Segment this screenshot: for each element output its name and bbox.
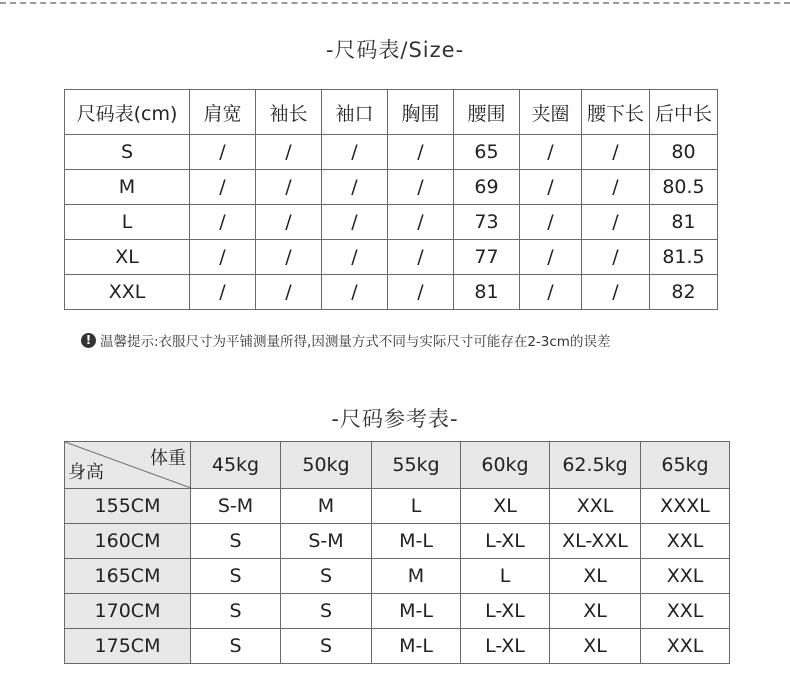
measurement-cell: / (256, 205, 322, 240)
measurement-cell: 65 (454, 135, 520, 170)
measurement-cell: / (190, 240, 256, 275)
weight-header: 45kg (191, 442, 281, 489)
measurement-cell: / (322, 135, 388, 170)
measurement-cell: / (582, 275, 650, 310)
weight-header: 60kg (461, 442, 550, 489)
recommended-size-cell: L (461, 559, 550, 594)
height-label: 175CM (65, 629, 191, 664)
recommended-size-cell: S-M (191, 489, 281, 524)
weight-header: 55kg (372, 442, 461, 489)
column-header: 腰围 (454, 90, 520, 135)
table-row (65, 205, 718, 240)
height-label: 155CM (65, 489, 191, 524)
measurement-cell: / (190, 205, 256, 240)
column-header: 腰下长 (582, 90, 650, 135)
height-label: 160CM (65, 524, 191, 559)
size-label: S (65, 135, 190, 170)
measurement-cell: 81 (454, 275, 520, 310)
recommended-size-cell: XL (550, 629, 641, 664)
recommended-size-cell: S-M (281, 524, 372, 559)
recommended-size-cell: XXXL (641, 489, 730, 524)
measurement-cell: / (256, 275, 322, 310)
recommended-size-cell: M-L (372, 629, 461, 664)
recommended-size-cell: S (281, 629, 372, 664)
height-label: 170CM (65, 594, 191, 629)
recommended-size-cell: XL (461, 489, 550, 524)
recommended-size-cell: S (191, 559, 281, 594)
measurement-cell: / (388, 205, 454, 240)
reference-chart-title: -尺码参考表- (331, 407, 459, 431)
height-weight-corner-cell (65, 442, 191, 489)
measurement-cell: / (388, 170, 454, 205)
measurement-cell: / (582, 240, 650, 275)
recommended-size-cell: XXL (641, 524, 730, 559)
column-header: 尺码表(cm) (65, 90, 190, 135)
measurement-cell: / (582, 135, 650, 170)
table-row (65, 629, 730, 664)
measurement-cell: / (520, 205, 582, 240)
tip-text: 温馨提示:衣服尺寸为平铺测量所得,因测量方式不同与实际尺寸可能存在2-3cm的误差 (100, 334, 611, 350)
measurement-cell: / (520, 240, 582, 275)
measurement-cell: / (190, 135, 256, 170)
exclamation-circle-icon: ! (81, 333, 96, 348)
table-row (65, 559, 730, 594)
recommended-size-cell: XL (550, 559, 641, 594)
recommended-size-cell: M (281, 489, 372, 524)
table-row (65, 135, 718, 170)
recommended-size-cell: L-XL (461, 629, 550, 664)
measurement-cell: / (190, 275, 256, 310)
measurement-cell: 80 (650, 135, 718, 170)
measurement-cell: / (520, 170, 582, 205)
recommended-size-cell: XXL (641, 629, 730, 664)
recommended-size-cell: XL (550, 594, 641, 629)
measurement-cell: / (322, 240, 388, 275)
size-label: M (65, 170, 190, 205)
top-dashed-divider (0, 2, 790, 4)
recommended-size-cell: M-L (372, 524, 461, 559)
height-label: 165CM (65, 559, 191, 594)
column-header: 袖口 (322, 90, 388, 135)
column-header: 袖长 (256, 90, 322, 135)
size-reference-table (64, 441, 730, 664)
table-row (65, 524, 730, 559)
recommended-size-cell: XXL (550, 489, 641, 524)
column-header: 夹圈 (520, 90, 582, 135)
column-header: 胸围 (388, 90, 454, 135)
measurement-cell: / (388, 135, 454, 170)
measurement-cell: / (520, 275, 582, 310)
recommended-size-cell: S (281, 559, 372, 594)
recommended-size-cell: XXL (641, 594, 730, 629)
measurement-cell: / (322, 275, 388, 310)
reference-header-row (65, 442, 730, 489)
measurement-cell: 82 (650, 275, 718, 310)
size-label: L (65, 205, 190, 240)
recommended-size-cell: S (191, 629, 281, 664)
measurement-cell: / (322, 170, 388, 205)
table-row (65, 594, 730, 629)
size-label: XXL (65, 275, 190, 310)
measurement-cell: / (322, 205, 388, 240)
measurement-tip (81, 330, 610, 350)
column-header: 后中长 (650, 90, 718, 135)
size-label: XL (65, 240, 190, 275)
recommended-size-cell: M (372, 559, 461, 594)
recommended-size-cell: S (281, 594, 372, 629)
size-chart-table (64, 89, 718, 310)
measurement-cell: 69 (454, 170, 520, 205)
table-row (65, 489, 730, 524)
recommended-size-cell: XL-XXL (550, 524, 641, 559)
table-row (65, 275, 718, 310)
measurement-cell: / (256, 170, 322, 205)
column-header: 肩宽 (190, 90, 256, 135)
measurement-cell: / (582, 170, 650, 205)
table-row (65, 170, 718, 205)
measurement-cell: / (256, 135, 322, 170)
measurement-cell: 77 (454, 240, 520, 275)
weight-header: 50kg (281, 442, 372, 489)
recommended-size-cell: S (191, 524, 281, 559)
measurement-cell: / (388, 275, 454, 310)
weight-header: 65kg (641, 442, 730, 489)
size-chart-header-row (65, 90, 718, 135)
measurement-cell: 81.5 (650, 240, 718, 275)
size-chart-title: -尺码表/Size- (325, 38, 465, 62)
weight-axis-label: 体重 (150, 448, 186, 469)
measurement-cell: / (190, 170, 256, 205)
recommended-size-cell: M-L (372, 594, 461, 629)
recommended-size-cell: L-XL (461, 524, 550, 559)
measurement-cell: / (256, 240, 322, 275)
weight-header: 62.5kg (550, 442, 641, 489)
recommended-size-cell: S (191, 594, 281, 629)
measurement-cell: / (520, 135, 582, 170)
recommended-size-cell: L (372, 489, 461, 524)
measurement-cell: 73 (454, 205, 520, 240)
measurement-cell: 81 (650, 205, 718, 240)
table-row (65, 240, 718, 275)
recommended-size-cell: XXL (641, 559, 730, 594)
recommended-size-cell: L-XL (461, 594, 550, 629)
measurement-cell: / (582, 205, 650, 240)
height-axis-label: 身高 (68, 462, 104, 483)
measurement-cell: / (388, 240, 454, 275)
measurement-cell: 80.5 (650, 170, 718, 205)
